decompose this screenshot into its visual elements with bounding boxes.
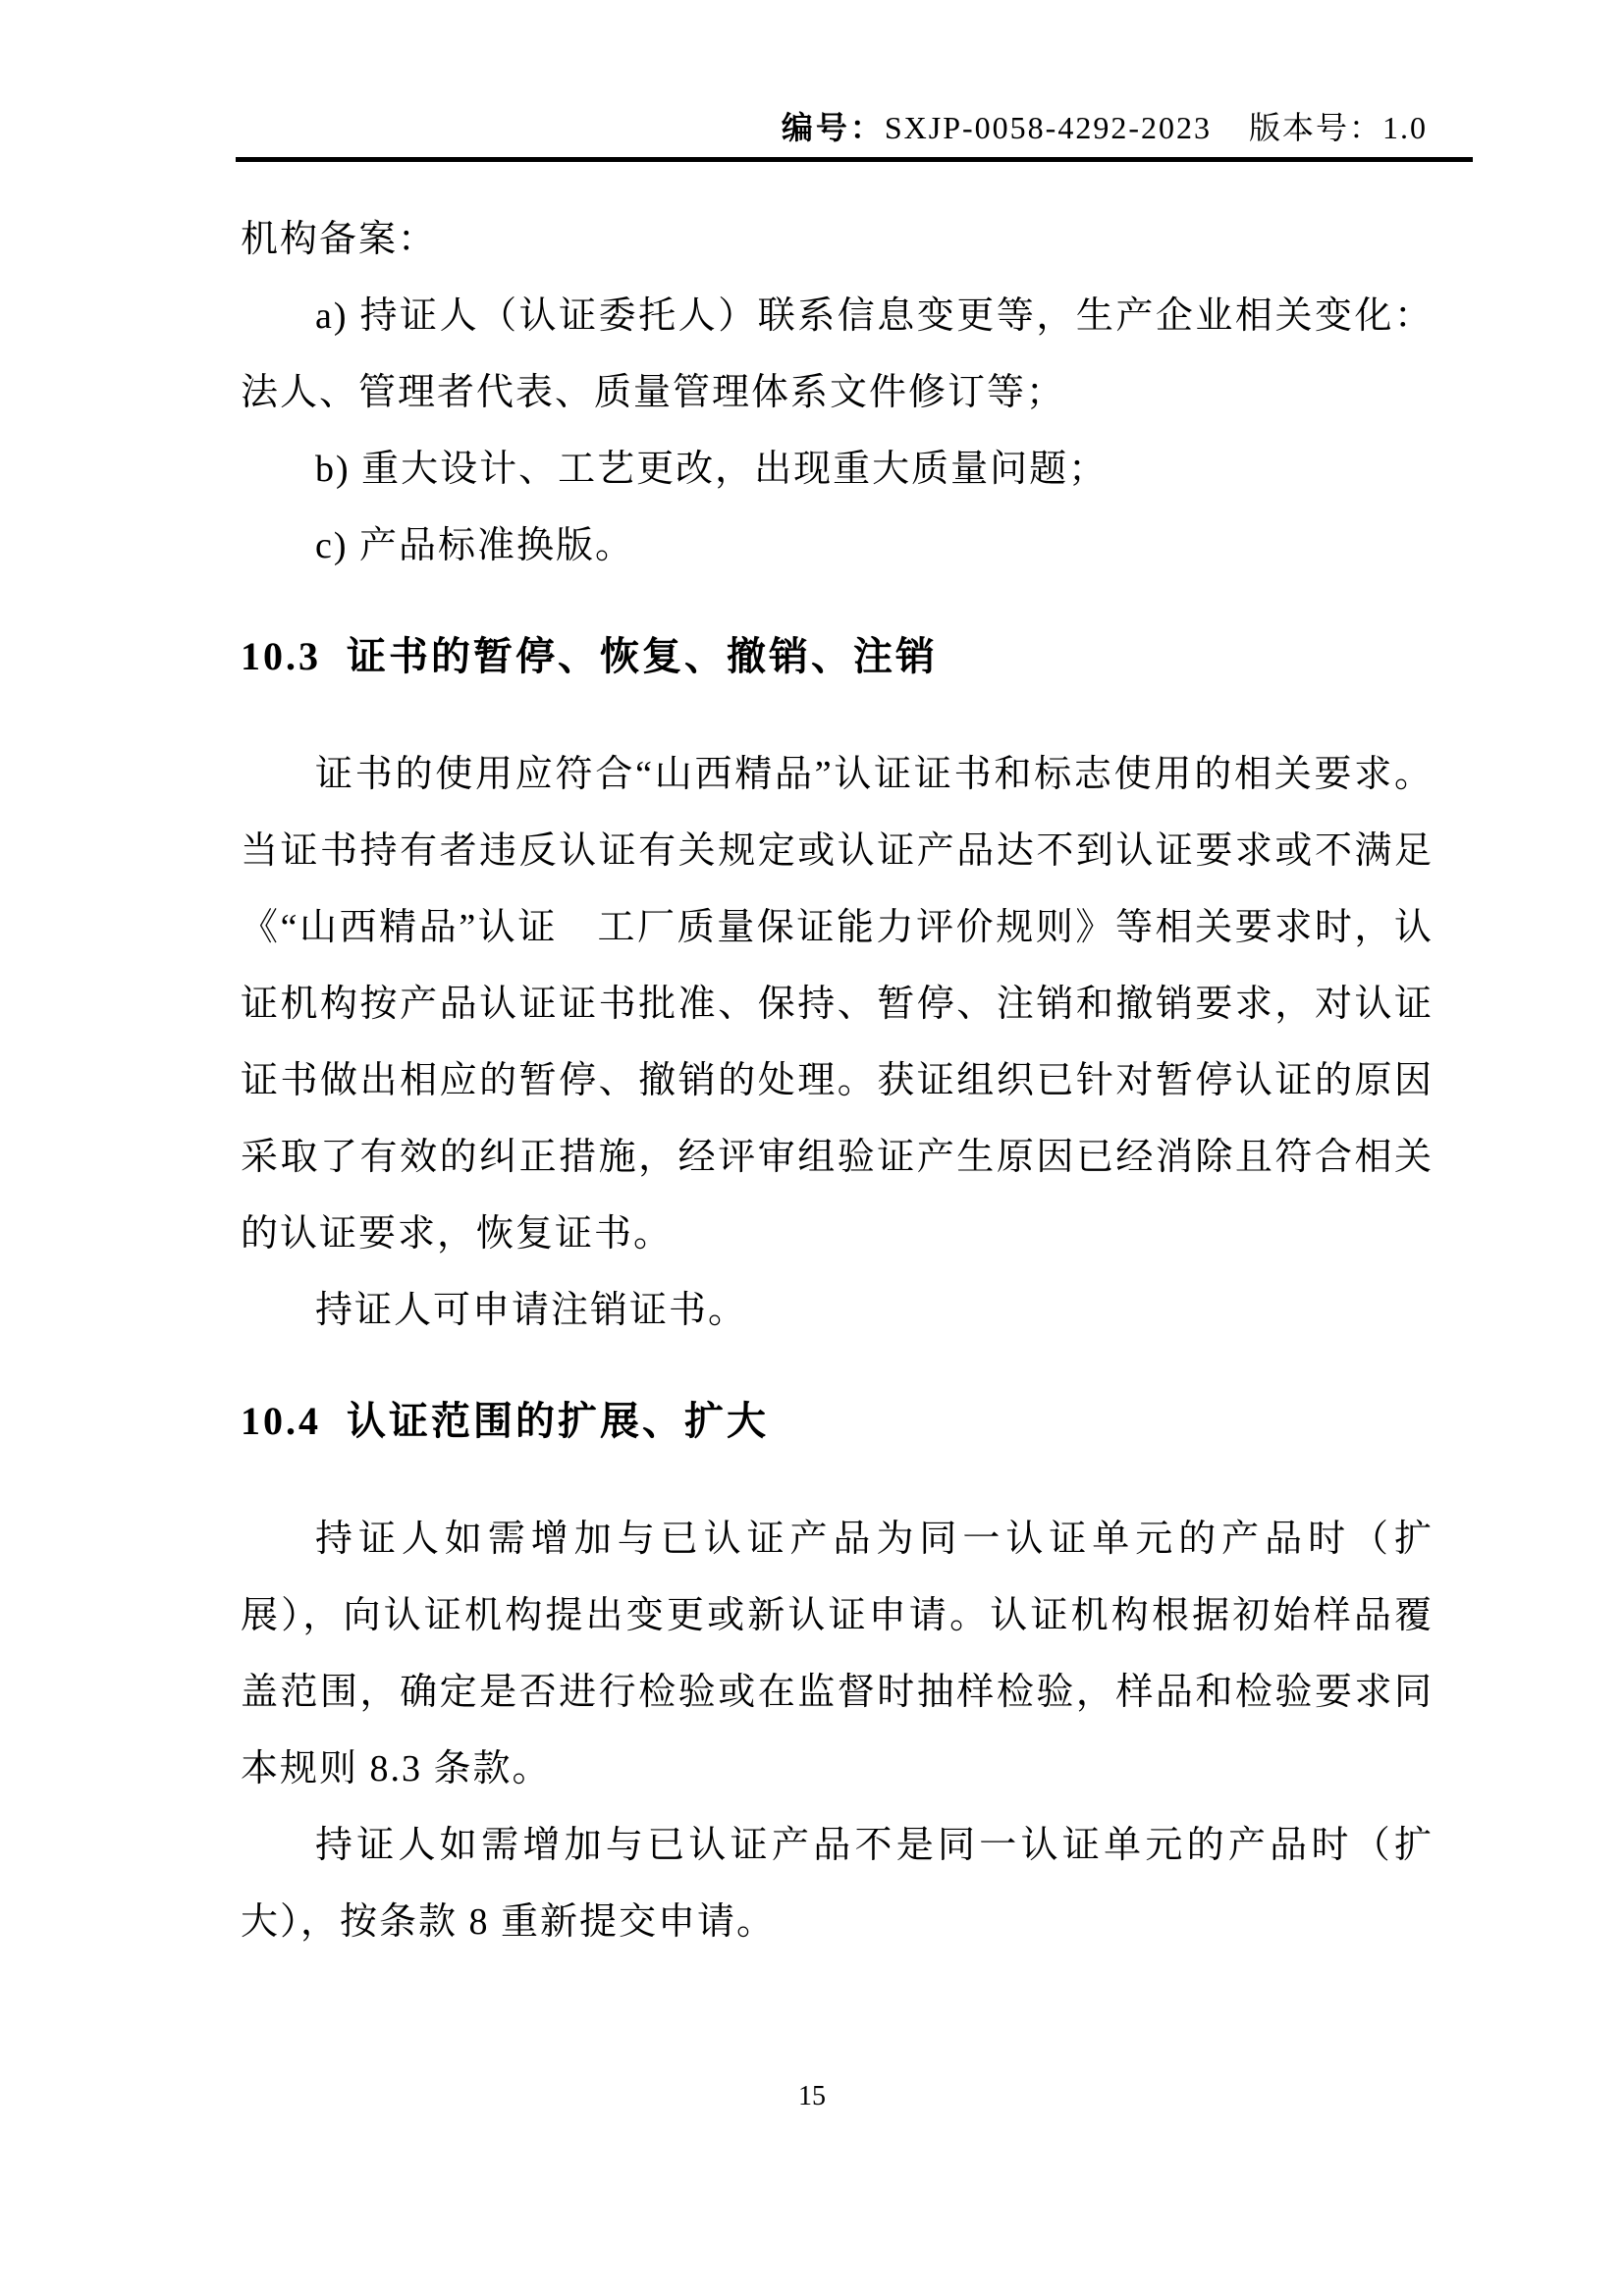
- page-number: 15: [798, 2081, 826, 2111]
- header-text: [236, 106, 1473, 149]
- page-header: [0, 0, 1624, 162]
- list-item-b: b) 重大设计、工艺更改，出现重大质量问题；: [315, 449, 1109, 490]
- section-10-3-paragraph-1: 证书的使用应符合“山西精品”认证证书和标志使用的相关要求。当证书持有者违反认证有关规定或认证产品达不到认证要求或不满足《“山西精品”认证 工厂质量保证能力评价规则》等相关要求时，认证机构按产品认证证书批准、保持、暂停、注销和撤销要求，对认证证书做出相应的暂停、撤销的处理。获证组织已针对暂停认证的原因采取了有效的纠正措施，经评审组验证产生原因已经消除且符合相关的认证要求，恢复证书。: [241, 754, 1434, 1255]
- section-number: 10.4: [241, 1399, 321, 1443]
- list-item-a: a) 持证人（认证委托人）联系信息变更等，生产企业相关变化：法人、管理者代表、质量管理体系文件修订等；: [241, 295, 1434, 413]
- section-10-3-paragraph-2: 持证人可申请注销证书。: [315, 1290, 748, 1331]
- header-rule: [236, 157, 1473, 162]
- section-10-4-paragraph-1: 持证人如需增加与已认证产品为同一认证单元的产品时（扩展），向认证机构提出变更或新认证申请。认证机构根据初始样品覆盖范围，确定是否进行检验或在监督时抽样检验，样品和检验要求同本规则 8.3 条款。: [241, 1519, 1434, 1789]
- doc-number-label: 编号：: [781, 110, 885, 145]
- page-footer: [0, 2079, 1624, 2114]
- section-heading-10-4: [241, 1383, 1434, 1460]
- section-heading-10-3: [241, 618, 1434, 695]
- section-title: 证书的暂停、恢复、撤销、注销: [347, 635, 938, 678]
- section-number: 10.3: [241, 634, 321, 678]
- section-title: 认证范围的扩展、扩大: [347, 1400, 769, 1443]
- doc-number-value: SXJP-0058-4292-2023: [884, 110, 1212, 145]
- section-10-4-paragraph-2: 持证人如需增加与已认证产品不是同一认证单元的产品时（扩大），按条款 8 重新提交申请。: [241, 1825, 1434, 1943]
- list-item-c: c) 产品标准换版。: [315, 525, 635, 566]
- document-body: [241, 201, 1434, 1960]
- paragraph-intro: 机构备案：: [241, 219, 438, 260]
- version-value: 1.0: [1382, 110, 1428, 145]
- version-label: 版本号：: [1248, 110, 1382, 145]
